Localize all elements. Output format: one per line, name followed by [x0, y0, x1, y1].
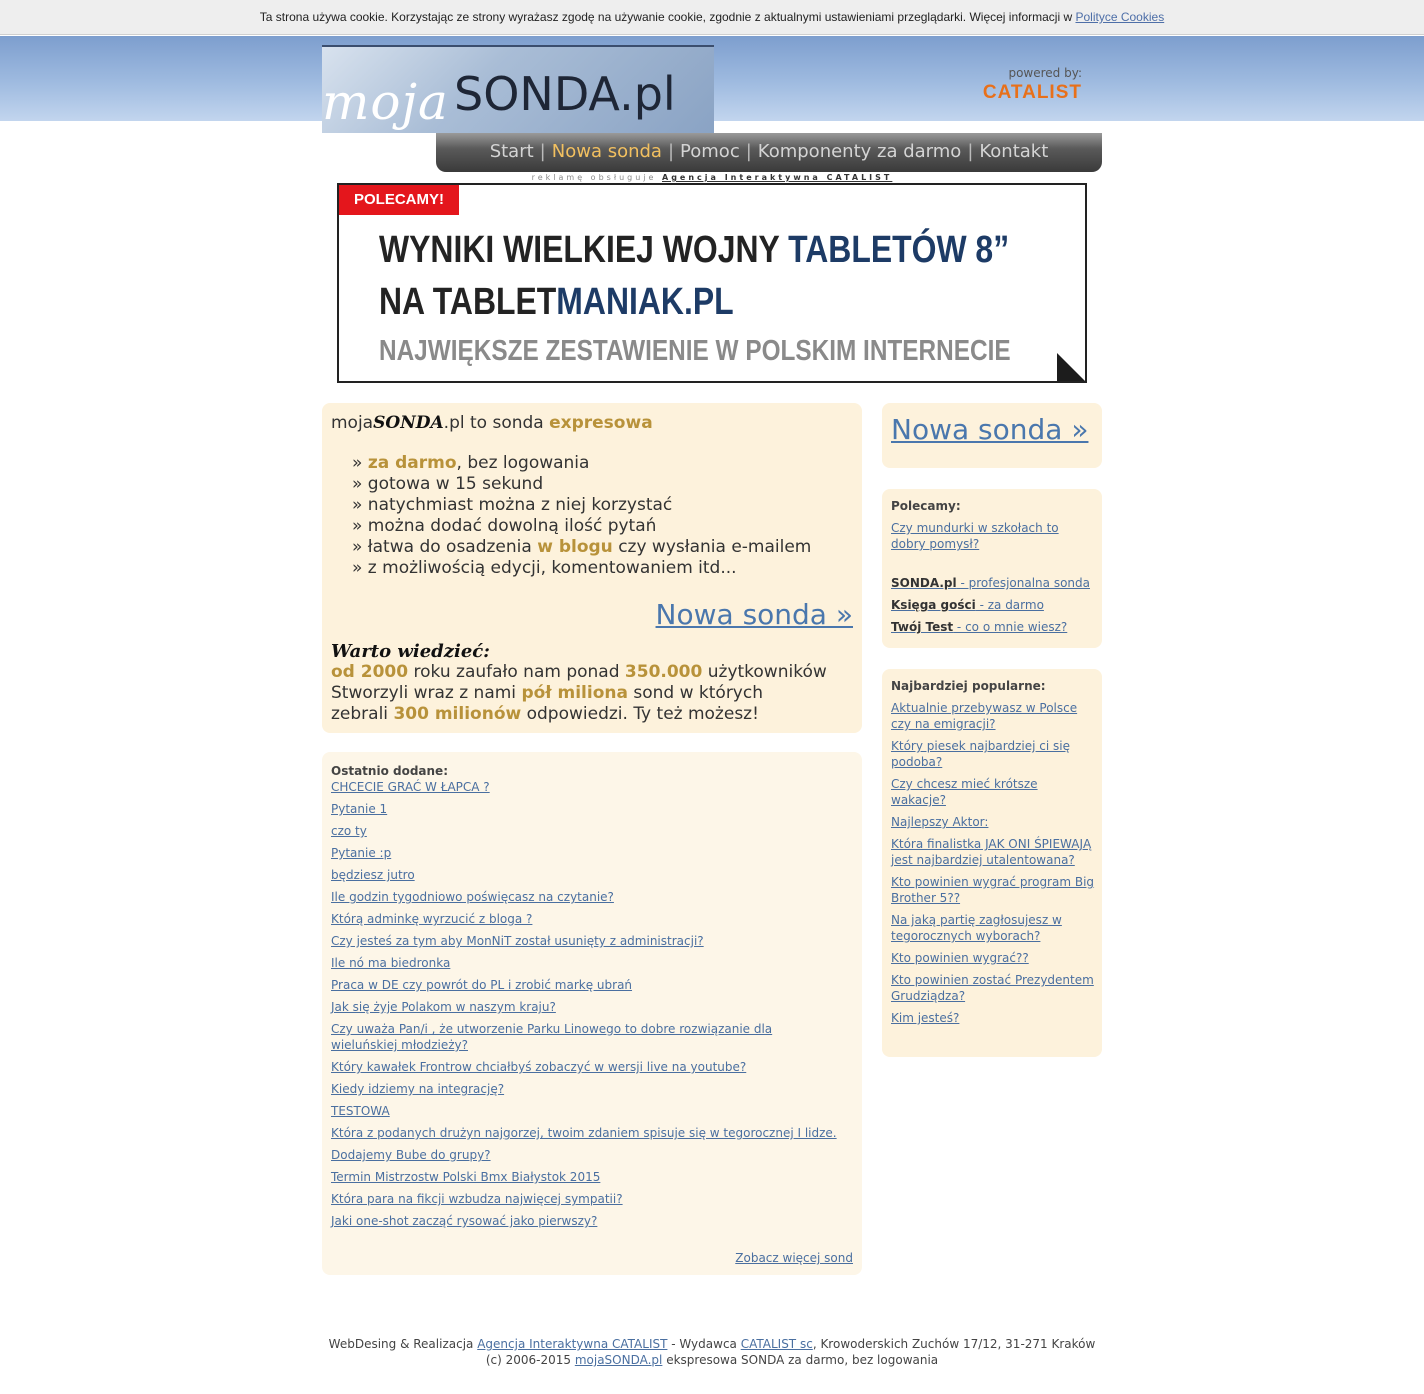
- ad-service-link[interactable]: Agencja Interaktywna CATALIST: [662, 173, 893, 182]
- service-test[interactable]: Twój Test - co o mnie wiesz?: [891, 620, 1068, 634]
- popular-poll-link[interactable]: Najlepszy Aktor:: [891, 815, 989, 829]
- list-item: [331, 779, 841, 795]
- recent-poll-link[interactable]: Który kawałek Frontrow chciałbyś zobaczyć w wersji live na youtube?: [331, 1060, 747, 1074]
- recent-poll-link[interactable]: będziesz jutro: [331, 868, 415, 882]
- list-item: [891, 912, 1096, 944]
- cookie-policy-link[interactable]: Polityce Cookies: [1075, 10, 1165, 24]
- popular-poll-link[interactable]: Czy chcesz mieć krótsze wakacje?: [891, 777, 1038, 807]
- popular-poll-link[interactable]: Kto powinien wygrać??: [891, 951, 1029, 965]
- recent-poll-link[interactable]: Pytanie :p: [331, 846, 392, 860]
- list-item: » z możliwością edycji, komentowaniem itd...: [352, 558, 737, 578]
- list-item: [891, 1010, 1096, 1026]
- main-nav: [436, 133, 1102, 172]
- recent-poll-link[interactable]: Która para na fikcji wzbudza najwięcej sympatii?: [331, 1192, 623, 1206]
- list-item: [891, 874, 1096, 906]
- ad-service-text: reklamę obsługuje: [531, 173, 657, 182]
- popular-poll-link[interactable]: Na jaką partię zagłosujesz w tegorocznych wyborach?: [891, 913, 1062, 943]
- list-item: [891, 776, 1096, 808]
- list-item: [891, 738, 1096, 770]
- nav-komponenty[interactable]: Komponenty za darmo: [757, 141, 962, 162]
- list-item: » gotowa w 15 sekund: [352, 474, 544, 494]
- popular-polls-list: [891, 700, 1096, 1032]
- list-item: [331, 1169, 841, 1185]
- warto-title: Warto wiedzieć:: [331, 641, 490, 662]
- nav-kontakt[interactable]: Kontakt: [979, 141, 1049, 162]
- sidebar-cta-box: [882, 403, 1102, 468]
- warto-line-3: zebrali 300 milionów odpowiedzi. Ty też możesz!: [331, 704, 759, 724]
- list-item: [331, 845, 841, 861]
- nav-separator: |: [745, 141, 752, 162]
- list-item: [331, 1191, 841, 1207]
- list-item: [331, 867, 841, 883]
- list-item: [331, 1059, 841, 1075]
- intro-new-poll-link[interactable]: Nowa sonda »: [655, 598, 853, 631]
- recent-poll-link[interactable]: Kiedy idziemy na integrację?: [331, 1082, 505, 1096]
- list-item: [331, 1147, 841, 1163]
- list-item: [891, 950, 1096, 966]
- recent-poll-link[interactable]: Czy jesteś za tym aby MonNiT został usunięty z administracji?: [331, 934, 704, 948]
- cookie-text: Ta strona używa cookie. Korzystając ze strony wyrażasz zgodę na używanie cookie, zgodnie z aktualnymi ustawieniami przeglądarki. Więcej informacji w: [259, 10, 1073, 24]
- sidebar-recommended-box: [882, 489, 1102, 648]
- recent-poll-link[interactable]: czo ty: [331, 824, 367, 838]
- banner-line-1: WYNIKI WIELKIEJ WOJNY TABLETÓW 8”: [379, 229, 1010, 271]
- list-item: » można dodać dowolną ilość pytań: [352, 516, 657, 536]
- nav-separator: |: [667, 141, 675, 162]
- recent-poll-link[interactable]: TESTOWA: [331, 1104, 390, 1118]
- site-logo[interactable]: [322, 45, 714, 133]
- intro-feature-list: [352, 453, 811, 579]
- sidebar-new-poll-link[interactable]: Nowa sonda »: [891, 413, 1089, 446]
- list-item: » łatwa do osadzenia w blogu czy wysłania e-mailem: [352, 537, 812, 557]
- popular-heading: Najbardziej popularne:: [891, 679, 1046, 693]
- recent-poll-link[interactable]: Praca w DE czy powrót do PL i zrobić markę ubrań: [331, 978, 633, 992]
- popular-poll-link[interactable]: Kto powinien wygrać program Big Brother 5??: [891, 875, 1095, 905]
- recent-poll-link[interactable]: Czy uważa Pan/i , że utworzenie Parku Linowego to dobre rozwiązanie dla wieluńskiej młodzieży?: [331, 1022, 773, 1052]
- ad-service-line: [436, 173, 988, 182]
- logo-moja: moja: [322, 73, 449, 131]
- list-item: [891, 814, 1096, 830]
- footer-line-1: WebDesing & Realizacja Agencja Interaktywna CATALIST - Wydawca CATALIST sc, Krowoderskich Zuchów 17/12, 31-271 Kraków: [328, 1337, 1096, 1351]
- powered-brand-link[interactable]: CATALIST: [982, 82, 1082, 103]
- sidebar-popular-box: [882, 669, 1102, 1057]
- list-item: [331, 1213, 841, 1229]
- warto-wiedziec: [331, 641, 827, 725]
- list-item: » za darmo, bez logowania: [352, 453, 590, 473]
- recent-poll-link[interactable]: Która z podanych drużyn najgorzej, twoim zdaniem spisuje się w tegorocznej I lidze.: [331, 1126, 837, 1140]
- recent-poll-link[interactable]: Jak się żyje Polakom w naszym kraju?: [331, 1000, 556, 1014]
- recent-poll-link[interactable]: Termin Mistrzostw Polski Bmx Białystok 2015: [331, 1170, 601, 1184]
- list-item: [331, 1103, 841, 1119]
- recent-poll-link[interactable]: CHCECIE GRAĆ W ŁAPCA ?: [331, 780, 490, 794]
- intro-box: [322, 403, 862, 733]
- nav-pomoc[interactable]: Pomoc: [680, 141, 740, 162]
- recommended-heading: Polecamy:: [891, 499, 961, 513]
- intro-title: mojaSONDA.pl to sonda expresowa: [331, 413, 653, 433]
- footer-site-link[interactable]: mojaSONDA.pl: [574, 1353, 663, 1367]
- recommended-poll-link[interactable]: Czy mundurki w szkołach to dobry pomysł?: [891, 521, 1059, 551]
- popular-poll-link[interactable]: Aktualnie przebywasz w Polsce czy na emigracji?: [891, 701, 1078, 731]
- list-item: [331, 1081, 841, 1097]
- list-item: [331, 977, 841, 993]
- recommended-list: [891, 520, 1096, 558]
- recent-poll-link[interactable]: Jaki one-shot zacząć rysować jako pierwszy?: [331, 1214, 598, 1228]
- recommended-services: [891, 575, 1090, 641]
- recent-poll-link[interactable]: Dodajemy Bube do grupy?: [331, 1148, 491, 1162]
- list-item: [891, 972, 1096, 1004]
- list-item: [891, 836, 1096, 868]
- service-sonda[interactable]: SONDA.pl - profesjonalna sonda: [891, 576, 1090, 590]
- banner-line-3: NAJWIĘKSZE ZESTAWIENIE W POLSKIM INTERNECIE: [379, 335, 1011, 367]
- popular-poll-link[interactable]: Która finalistka JAK ONI ŚPIEWAJĄ jest najbardziej utalentowana?: [891, 837, 1092, 867]
- list-item: [331, 823, 841, 839]
- service-guestbook[interactable]: Księga gości - za darmo: [891, 598, 1044, 612]
- footer-publisher-link[interactable]: CATALIST sc: [740, 1337, 813, 1351]
- more-polls-link[interactable]: Zobacz więcej sond: [735, 1251, 853, 1265]
- footer-agency-link[interactable]: Agencja Interaktywna CATALIST: [477, 1337, 668, 1351]
- list-item: [331, 911, 841, 927]
- logo-sonda: SONDA.pl: [454, 67, 676, 121]
- popular-poll-link[interactable]: Który piesek najbardziej ci się podoba?: [891, 739, 1070, 769]
- nav-separator: |: [967, 141, 974, 162]
- powered-by-label: powered by:: [1008, 66, 1082, 80]
- popular-poll-link[interactable]: Kim jesteś?: [891, 1011, 960, 1025]
- list-item: [331, 889, 841, 905]
- recent-poll-link[interactable]: Ile nó ma biedronka: [331, 956, 451, 970]
- warto-line-2: Stworzyli wraz z nami pół miliona sond w których: [331, 683, 763, 703]
- list-item: [891, 700, 1096, 732]
- list-item: » natychmiast można z niej korzystać: [352, 495, 673, 515]
- banner-badge: POLECAMY!: [339, 185, 459, 215]
- footer-line-2: (c) 2006-2015 mojaSONDA.pl ekspresowa SONDA za darmo, bez logowania: [485, 1353, 939, 1367]
- list-item: [331, 955, 841, 971]
- list-item: [331, 933, 841, 949]
- nav-nowa-sonda[interactable]: Nowa sonda: [551, 141, 662, 162]
- nav-start[interactable]: Start: [489, 141, 534, 162]
- banner-corner-fold: [1057, 353, 1085, 381]
- recent-polls-list: [331, 779, 841, 1235]
- list-item: [331, 999, 841, 1015]
- promo-banner[interactable]: [337, 183, 1087, 383]
- list-item: [331, 1021, 841, 1053]
- list-item: [331, 1125, 841, 1141]
- banner-line-2: NA TABLETMANIAK.PL: [379, 281, 734, 323]
- recent-heading: Ostatnio dodane:: [331, 764, 448, 778]
- footer: [0, 1336, 1424, 1368]
- warto-line-1: od 2000 roku zaufało nam ponad 350.000 użytkowników: [331, 662, 827, 682]
- list-item: [331, 801, 841, 817]
- cookie-bar: [0, 0, 1424, 35]
- nav-separator: |: [539, 141, 546, 162]
- list-item: [891, 520, 1096, 552]
- recent-poll-link[interactable]: Którą adminkę wyrzucić z bloga ?: [331, 912, 533, 926]
- recent-polls-box: [322, 752, 862, 1275]
- recent-poll-link[interactable]: Ile godzin tygodniowo poświęcasz na czytanie?: [331, 890, 614, 904]
- recent-poll-link[interactable]: Pytanie 1: [331, 802, 388, 816]
- popular-poll-link[interactable]: Kto powinien zostać Prezydentem Grudziądza?: [891, 973, 1094, 1003]
